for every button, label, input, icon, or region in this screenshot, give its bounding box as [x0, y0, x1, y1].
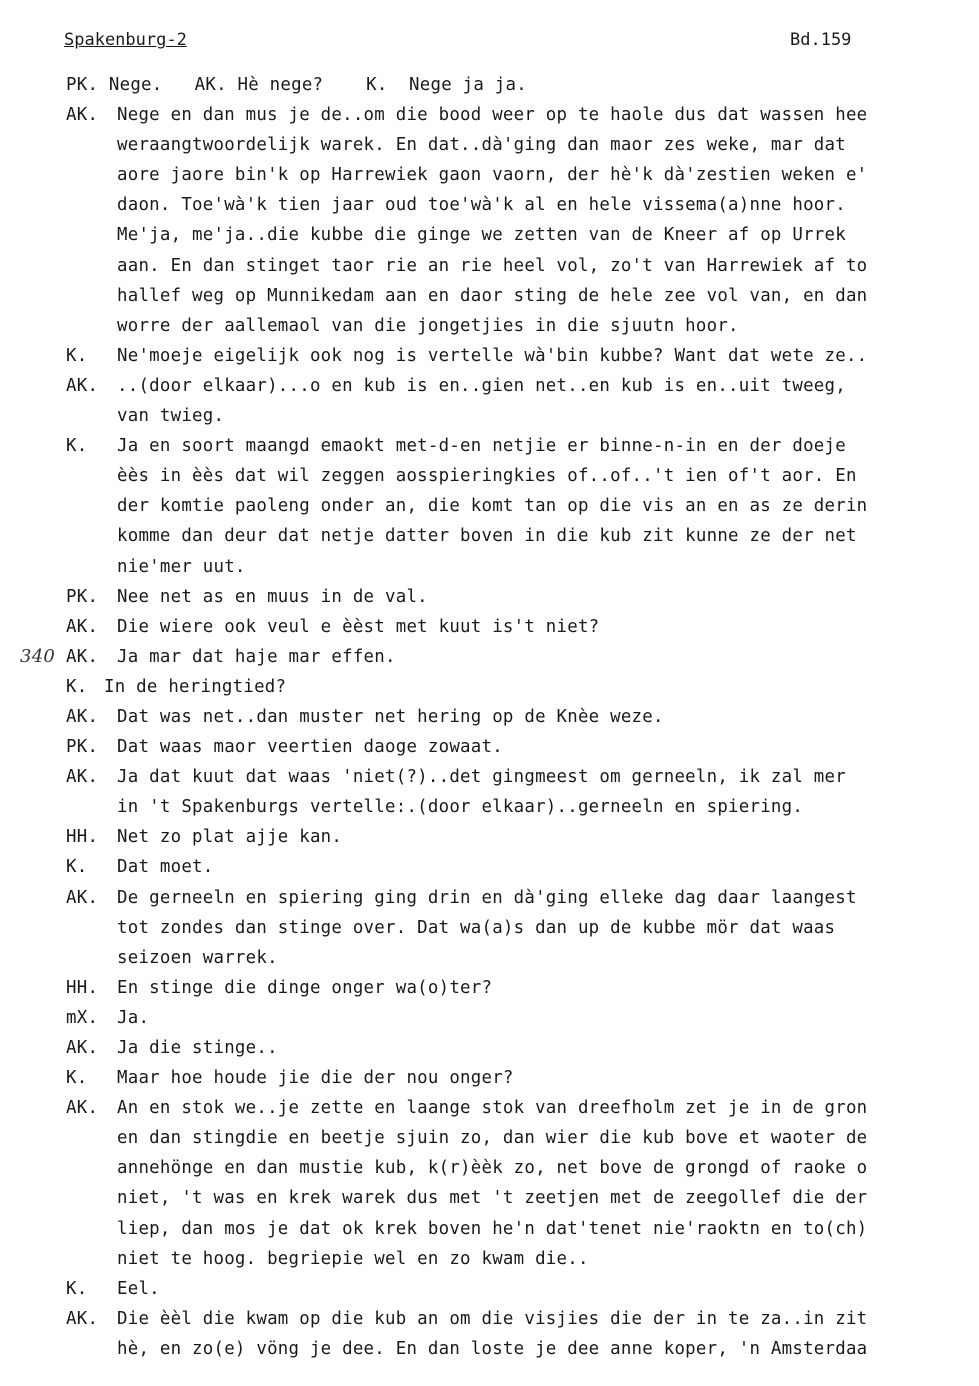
transcript-line	[0, 552, 979, 582]
line-text: aan. En dan stinget taor rie an rie heel vol, zo't van Harrewiek af to	[117, 255, 868, 276]
speaker-label: K.	[66, 436, 88, 457]
speaker-label: AK.	[66, 616, 99, 637]
line-text: hallef weg op Munnikedam aan en daor sting de hele zee vol van, en dan	[117, 285, 868, 306]
line-text: Dat was net..dan muster net hering op de Knèe weze.	[117, 706, 664, 727]
transcript-line	[0, 943, 979, 973]
transcript-line	[0, 612, 979, 642]
transcript-line	[0, 702, 979, 732]
transcript-body	[0, 70, 979, 1364]
speaker-label: mX.	[66, 1007, 99, 1028]
transcript-line	[0, 160, 979, 190]
transcript-line	[0, 371, 979, 401]
transcript-line	[0, 1033, 979, 1063]
transcript-line	[0, 642, 979, 672]
page-number: Bd.159	[790, 30, 852, 50]
transcript-line	[0, 281, 979, 311]
speaker-label: PK.	[66, 737, 99, 758]
line-text: Ja mar dat haje mar effen.	[117, 646, 396, 667]
speaker-label: AK.	[66, 1308, 99, 1329]
page-header	[64, 30, 939, 60]
transcript-line	[0, 762, 979, 792]
transcript-line	[0, 1063, 979, 1093]
line-text: Dat waas maor veertien daoge zowaat.	[117, 737, 503, 758]
transcript-line	[0, 220, 979, 250]
speaker-label: AK.	[66, 706, 99, 727]
transcript-line	[0, 100, 979, 130]
line-text: An en stok we..je zette en laange stok van dreefholm zet je in de gron	[117, 1098, 868, 1119]
line-text: Ja en soort maangd emaokt met-d-en netjie er binne-n-in en der doeje	[117, 436, 846, 457]
transcript-line	[0, 1244, 979, 1274]
transcript-line	[0, 491, 979, 521]
transcript-line	[0, 1304, 979, 1334]
line-text: niet te hoog. begriepie wel en zo kwam die..	[117, 1248, 589, 1269]
transcript-line	[0, 1003, 979, 1033]
line-text: komme dan deur dat netje datter boven in die kub zit kunne ze der net	[117, 526, 857, 547]
speaker-label: K.	[66, 857, 88, 878]
line-text: Die èèl die kwam op die kub an om die visjies die der in te za..in zit	[117, 1308, 868, 1329]
line-text: weraangtwoordelijk warek. En dat..dà'ging dan maor zes weke, mar dat	[117, 135, 846, 156]
speaker-label: AK.	[66, 887, 99, 908]
transcript-line	[0, 401, 979, 431]
transcript-line	[0, 883, 979, 913]
speaker-label: K.	[66, 345, 88, 366]
transcript-line	[0, 431, 979, 461]
line-text: PK. Nege. AK. Hè nege? K. Nege ja ja.	[66, 75, 527, 95]
line-text: en dan stingdie en beetje sjuin zo, dan wier die kub bove et waoter de	[117, 1128, 868, 1149]
transcript-line	[0, 852, 979, 882]
line-text: aore jaore bin'k op Harrewiek gaon vaorn, der hè'k dà'zestien weken e'	[117, 165, 868, 186]
transcript-line	[0, 1183, 979, 1213]
transcript-line	[0, 341, 979, 371]
document-title: Spakenburg-2	[64, 30, 187, 50]
transcript-line	[0, 311, 979, 341]
line-text: èès in èès dat wil zeggen aosspieringkies of..of..'t ien of't aor. En	[117, 466, 857, 487]
transcript-line	[0, 130, 979, 160]
transcript-line	[0, 1123, 979, 1153]
line-text: En stinge die dinge onger wa(o)ter?	[117, 977, 493, 998]
line-text: In de heringtied?	[104, 676, 287, 697]
line-text: worre der aallemaol van die jongetjies in die sjuutn hoor.	[117, 315, 739, 336]
speaker-label: AK.	[66, 646, 99, 667]
line-text: Maar hoe houde jie die der nou onger?	[117, 1068, 514, 1089]
speaker-label: K.	[66, 1068, 88, 1089]
transcript-line	[0, 672, 979, 702]
line-text: daon. Toe'wà'k tien jaar oud toe'wà'k al en hele vissema(a)nne hoor.	[117, 195, 846, 216]
line-text: Die wiere ook veul e èèst met kuut is't niet?	[117, 616, 600, 637]
transcript-line	[0, 582, 979, 612]
line-text: tot zondes dan stinge over. Dat wa(a)s dan up de kubbe mör dat waas	[117, 917, 836, 938]
transcript-line	[0, 1334, 979, 1364]
line-text: Net zo plat ajje kan.	[117, 827, 343, 848]
speaker-label: AK.	[66, 105, 99, 126]
line-text: Nege en dan mus je de..om die bood weer op te haole dus dat wassen hee	[117, 105, 868, 126]
speaker-label: AK.	[66, 767, 99, 788]
line-text: Eel.	[117, 1278, 160, 1299]
line-text: Nee net as en muus in de val.	[117, 586, 428, 607]
line-text: hè, en zo(e) vöng je dee. En dan loste je dee anne koper, 'n Amsterdaa	[117, 1338, 868, 1359]
line-text: annehönge en dan mustie kub, k(r)èèk zo, net bove de grongd of raoke o	[117, 1158, 868, 1179]
transcript-line	[0, 190, 979, 220]
line-text: Ja die stinge..	[117, 1038, 278, 1058]
transcript-line	[0, 822, 979, 852]
line-text: der komtie paoleng onder an, die komt tan op die vis an en as ze derin	[117, 496, 868, 517]
line-text: Ne'moeje eigelijk ook nog is vertelle wà'bin kubbe? Want dat wete ze..	[117, 345, 868, 366]
speaker-label: AK.	[66, 375, 99, 396]
line-text: seizoen warrek.	[117, 947, 278, 968]
speaker-label: HH.	[66, 827, 99, 848]
transcript-line	[0, 732, 979, 762]
line-text: De gerneeln en spiering ging drin en dà'ging elleke dag daar laangest	[117, 887, 857, 908]
line-text: nie'mer uut.	[117, 556, 246, 577]
line-text: Dat moet.	[117, 857, 214, 878]
speaker-label: K.	[66, 676, 88, 697]
transcript-line	[0, 251, 979, 281]
margin-line-number: 340	[20, 645, 56, 667]
transcript-line	[0, 461, 979, 491]
speaker-label: K.	[66, 1278, 88, 1299]
transcript-line	[0, 1274, 979, 1304]
transcript-line	[0, 792, 979, 822]
speaker-label: AK.	[66, 1098, 99, 1119]
speaker-label: HH.	[66, 977, 99, 998]
line-text: in 't Spakenburgs vertelle:.(door elkaar)..gerneeln en spiering.	[117, 797, 804, 818]
transcript-line	[0, 913, 979, 943]
line-text: Ja dat kuut dat waas 'niet(?)..det gingmeest om gerneeln, ik zal mer	[117, 767, 846, 788]
line-text: ..(door elkaar)...o en kub is en..gien net..en kub is en..uit tweeg,	[117, 375, 846, 396]
line-text: Me'ja, me'ja..die kubbe die ginge we zetten van de Kneer af op Urrek	[117, 225, 846, 246]
line-text: liep, dan mos je dat ok krek boven he'n dat'tenet nie'raoktn en to(ch)	[117, 1218, 868, 1239]
transcript-line	[0, 70, 979, 100]
line-text: niet, 't was en krek warek dus met 't zeetjen met de zeegollef die der	[117, 1188, 868, 1209]
speaker-label: AK.	[66, 1038, 99, 1058]
line-text: van twieg.	[117, 406, 225, 427]
transcript-line	[0, 1214, 979, 1244]
line-text: Ja.	[117, 1007, 150, 1028]
transcript-line	[0, 973, 979, 1003]
speaker-label: PK.	[66, 586, 99, 607]
transcript-line	[0, 521, 979, 551]
transcript-line	[0, 1093, 979, 1123]
transcript-line	[0, 1153, 979, 1183]
